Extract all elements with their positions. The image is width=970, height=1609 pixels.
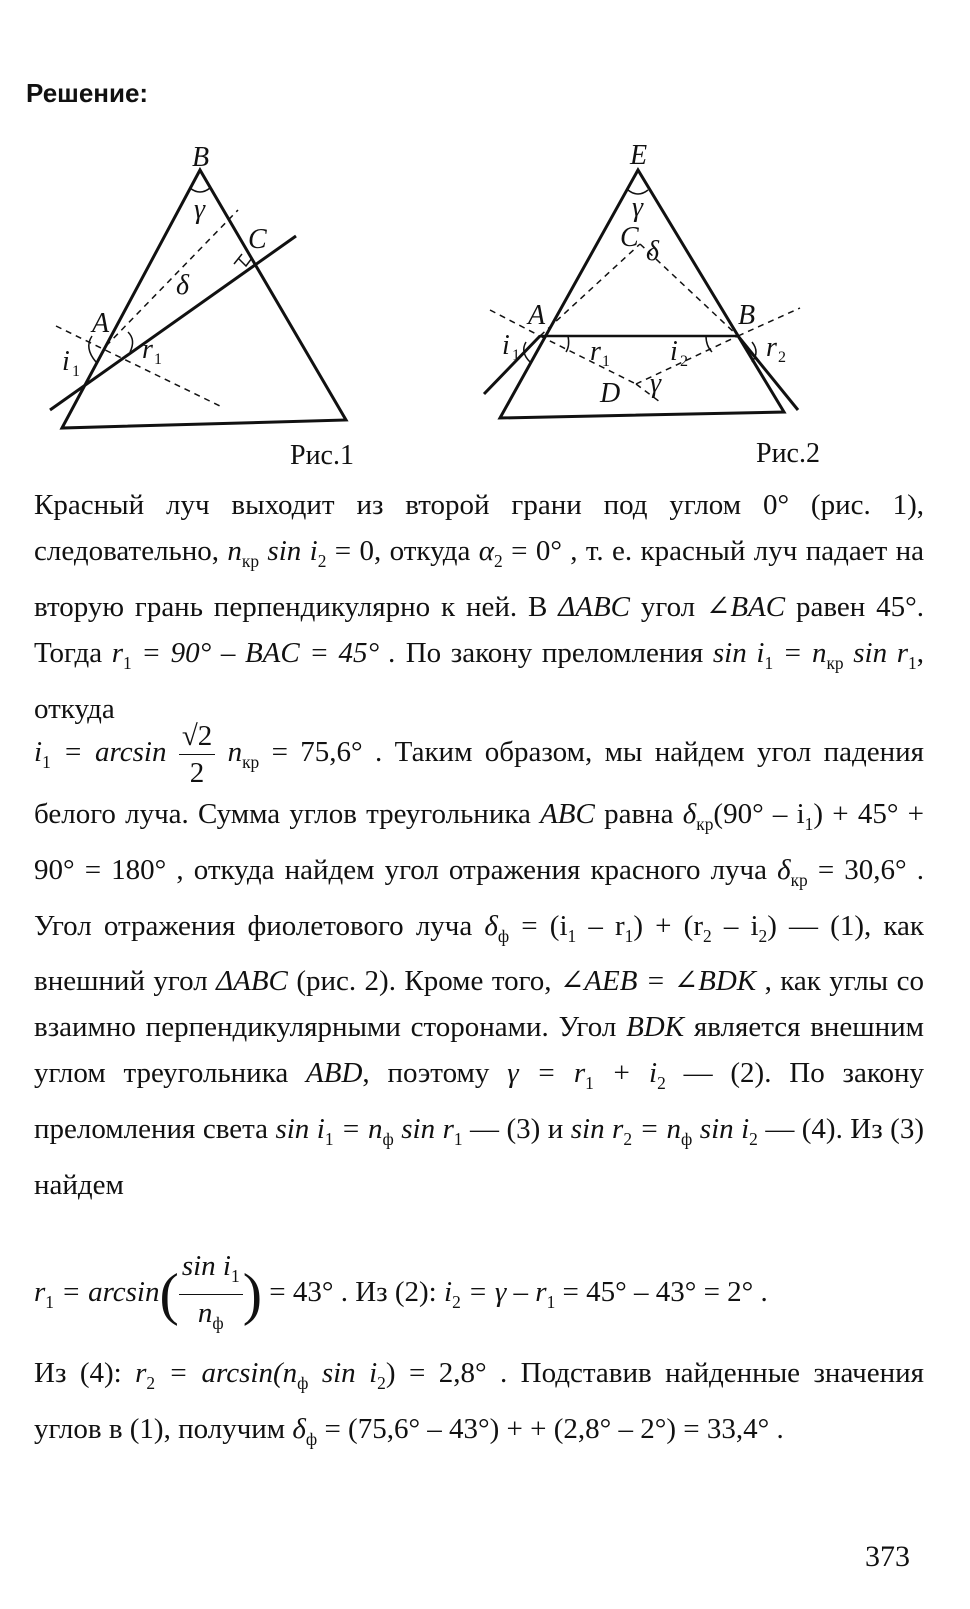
paragraph-1: Красный луч выходит из второй грани под углом 0° (рис. 1), следовательно, $n_{кр}$ $\sin i_2 = 0$, откуда $\alpha_2 = 0^\circ$ , т. е. красный луч падает на вторую грань перпендикулярно к ней. В ΔABC угол ∠BAC равен 45°. Тогда $r_1 = 90^\circ$ – BAC = 45° . По закону преломления $\sin i_1 = n_{кр}$ $\sin r_1$, откуда	[34, 489, 925, 725]
fig1-angle-r1	[128, 332, 133, 352]
paragraph-4: Из (4): $r_2 = \arcsin(n_ф$ $\sin i_2) = 2,8^\circ$ . Подставив найденные значения углов в (1), получим $\delta_ф = (75,6^\circ - 43^\circ)$ + + (2,8° – 2°) = 33,4° .	[34, 1357, 924, 1449]
fig2-label-e: E	[630, 140, 648, 171]
fraction-sqrt2-over-2: $\frac{√2}{2}$	[179, 718, 215, 791]
figures	[0, 130, 970, 490]
fig2-label-delta: δ	[646, 236, 660, 267]
fig1-dash-bc	[106, 210, 238, 346]
fig1-label-i1: i	[62, 346, 70, 377]
paragraph-2: $i_1 = \arcsin$ $\frac{√2}{2}$ $n_{кр} = 75,6^\circ$ . Таким образом, мы найдем угол падения белого луча. Сумма углов треугольника ABC равна $\delta_{кр}(90^\circ - i_1) + 45^\circ + 90^\circ = 180^\circ$ , откуда найдем угол отражения красного луча $\delta_{кр} = 30,6^\circ$ . Угол отражения фиолетового луча $\delta_ф = (i_1 - r_1) + (r_2 - i_2)$ — (1), как внешний угол ΔABC (рис. 2). Кроме того, ∠AEB = ∠BDK , как углы со взаимно перпендикулярными сторонами. Угол BDK является внешним углом треугольника ABD, поэтому $\gamma = r_1 + i_2$ — (2). По закону преломления света $\sin i_1 = n_ф$ $\sin r_1$ — (3) и $\sin r_2 = n_ф$ $\sin i_2$ — (4). Из (3) найдем	[34, 720, 925, 1201]
fig1-caption: Рис.1	[290, 440, 354, 471]
fig1-right-angle	[238, 258, 252, 266]
fig2-label-r2: r	[766, 332, 777, 363]
fig2-label-i1-sub: 1	[512, 347, 520, 364]
fig1-ray	[50, 236, 296, 410]
fig2-label-gamma2: γ	[650, 368, 662, 399]
fig2-label-r2-sub: 2	[778, 349, 786, 366]
fig2-label-c: C	[620, 222, 639, 253]
solution-heading: Решение:	[26, 78, 149, 108]
fig1-label-gamma: γ	[194, 194, 206, 225]
fig2-label-gamma: γ	[632, 192, 644, 223]
fig1-dash-normal	[56, 326, 224, 408]
fig1-angle-gamma	[190, 188, 210, 192]
fig2-angle-r1	[566, 336, 569, 352]
fig1-label-r1-sub: 1	[154, 351, 162, 368]
fig2-label-d: D	[600, 378, 621, 409]
fig1-label-r1: r	[142, 334, 153, 365]
fig1-label-delta: δ	[176, 270, 190, 301]
fig2-label-i2-sub: 2	[680, 353, 688, 370]
fig1-label-c: C	[248, 224, 267, 255]
fig2-label-b: B	[738, 300, 756, 331]
fig2-label-i1: i	[502, 330, 510, 361]
fig2-angle-i1	[524, 342, 530, 362]
page-number: 373	[865, 1540, 910, 1573]
fig1-label-i1-sub: 1	[72, 363, 80, 380]
fig2-label-r1: r	[590, 336, 601, 367]
fig1-label-a: A	[92, 308, 110, 339]
fig2-ray-in	[484, 336, 540, 394]
fraction-sin-over-n: $\frac{\sin i_1}{n_ф}$	[179, 1248, 243, 1341]
fig2-label-r1-sub: 1	[602, 353, 610, 370]
paragraph-3: $r_1 = \arcsin$( $\frac{\sin i_1}{n_ф}$ ) = 43° . Из (2): $i_2 = \gamma - r_1 = 45^\circ - 43^\circ = 2^\circ$ .	[34, 1248, 924, 1341]
fig1-label-b: B	[192, 142, 210, 173]
fig2-label-i2: i	[670, 336, 678, 367]
fig2-dash-ad	[540, 336, 636, 384]
fig2-caption: Рис.2	[756, 438, 820, 469]
fig2-label-a: A	[528, 300, 546, 331]
fig1-angle-i1	[89, 336, 96, 362]
